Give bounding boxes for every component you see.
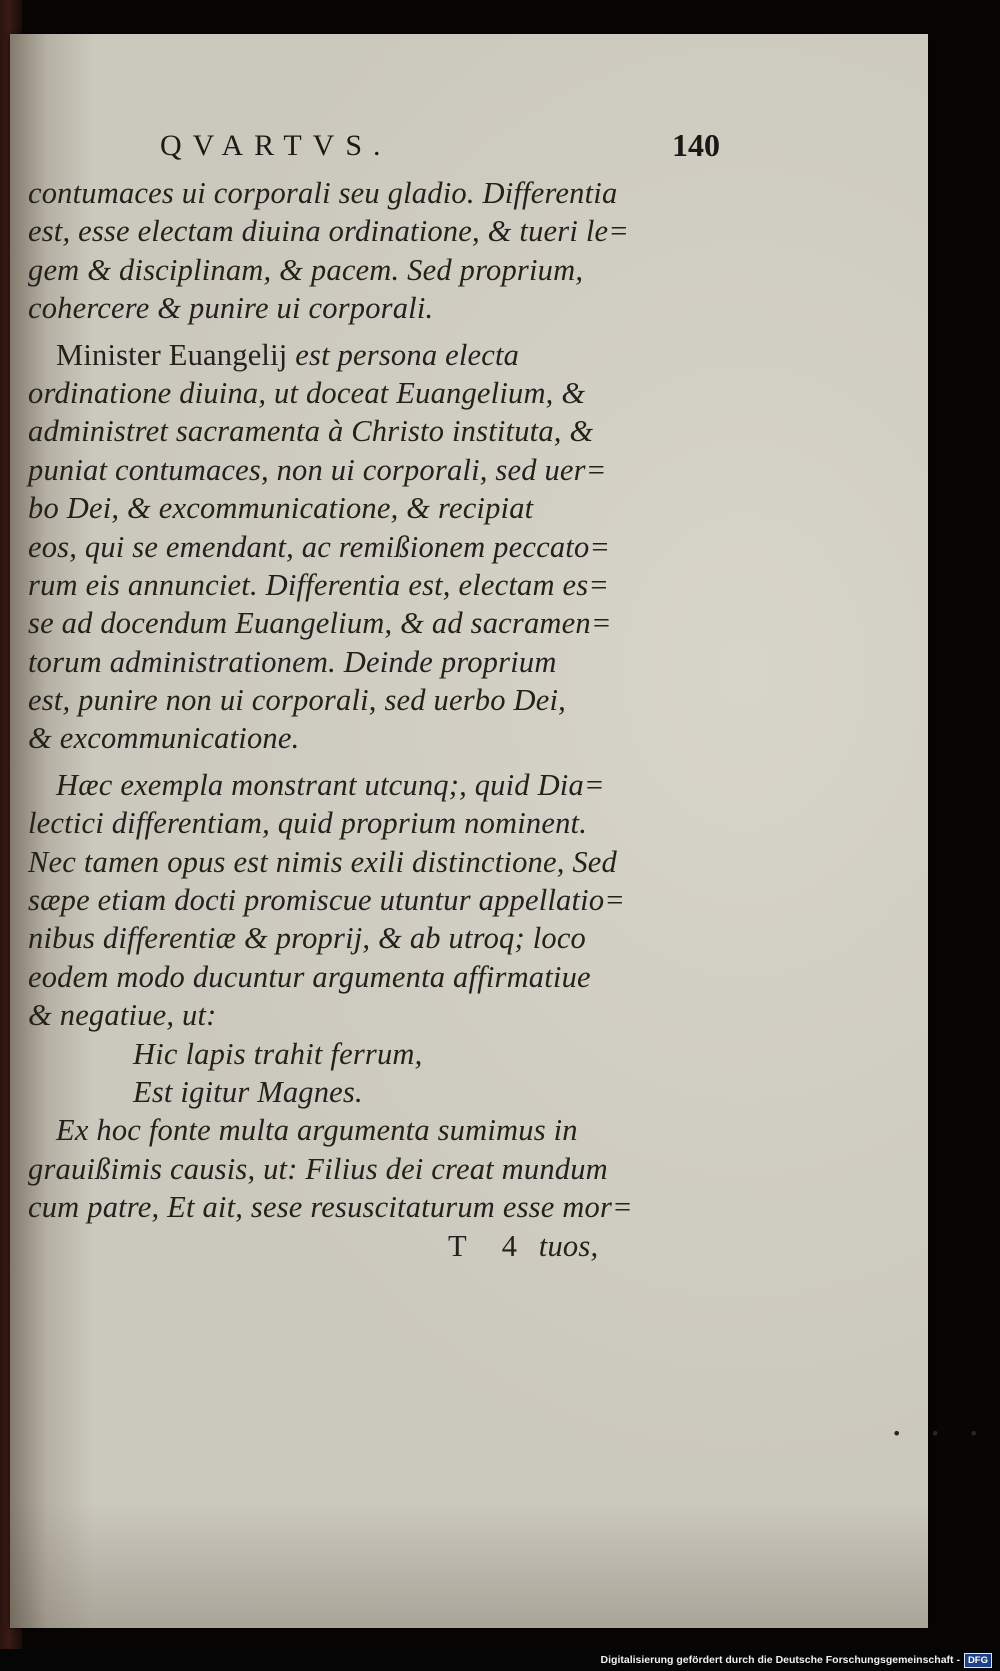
digitization-footer xyxy=(0,1649,1000,1671)
running-head xyxy=(160,129,720,179)
paragraph-first-line xyxy=(28,336,668,374)
text-line: Nec tamen opus est nimis exili distinctione, Sed xyxy=(28,844,617,879)
book-page xyxy=(10,34,991,1628)
text-line: eodem modo ducuntur argumenta affirmatiue xyxy=(28,959,591,994)
ellipsis-dots: • • • xyxy=(892,1424,991,1443)
text-line: cum patre, Et ait, sese resuscitaturum esse mor= xyxy=(28,1190,633,1225)
catchword: tuos, xyxy=(538,1228,599,1263)
paragraph-first-line: Ex hoc fonte multa argumenta sumimus in xyxy=(56,1113,578,1148)
text-line: eos, qui se emendant, ac remißionem peccato= xyxy=(28,529,611,564)
text-line: & excommunicatione. xyxy=(28,721,300,756)
funding-credit-text: Digitalisierung gefördert durch die Deutsche Forschungsgemeinschaft - xyxy=(600,1654,960,1666)
text-line: est, punire non ui corporali, sed uerbo Dei, xyxy=(28,683,566,718)
dfg-logo: DFG xyxy=(964,1653,992,1668)
running-title: QVARTVS. xyxy=(160,129,392,162)
funding-credit xyxy=(601,1653,992,1668)
signature-mark: T 4 xyxy=(448,1228,531,1263)
verse-line: Est igitur Magnes. xyxy=(133,1074,363,1109)
text-line: ordinatione diuina, ut doceat Euangelium, & xyxy=(28,375,586,410)
text-line: puniat contumaces, non ui corporali, sed uer= xyxy=(28,452,607,487)
lead-term: Minister Euangelij xyxy=(56,337,288,372)
lead-rest: est persona electa xyxy=(287,337,520,372)
page-content xyxy=(10,34,991,1628)
page-number: 140 xyxy=(672,127,720,163)
text-line: bo Dei, & excommunicatione, & recipiat xyxy=(28,491,534,526)
text-line: lectici differentiam, quid proprium nominent. xyxy=(28,806,588,841)
paragraph-gap xyxy=(28,328,668,336)
body-text xyxy=(28,174,668,1265)
text-line: grauißimis causis, ut: Filius dei creat mundum xyxy=(28,1151,608,1186)
text-line: cohercere & punire ui corporali. xyxy=(28,291,434,326)
text-line: nibus differentiæ & proprij, & ab utroq; loco xyxy=(28,921,586,956)
text-line: contumaces ui corporali seu gladio. Differentia xyxy=(28,176,618,210)
text-line: torum administrationem. Deinde proprium xyxy=(28,644,557,679)
signature-line xyxy=(28,1227,668,1265)
text-line: rum eis annunciet. Differentia est, electam es= xyxy=(28,567,610,602)
paragraph-first-line: Hæc exempla monstrant utcunq;, quid Dia= xyxy=(56,767,605,802)
paragraph-gap xyxy=(28,758,668,766)
text-line: se ad docendum Euangelium, & ad sacramen= xyxy=(28,606,612,641)
verse-line: Hic lapis trahit ferrum, xyxy=(133,1036,423,1071)
text-line: gem & disciplinam, & pacem. Sed proprium, xyxy=(28,252,584,287)
text-line: est, esse electam diuina ordinatione, & tueri le= xyxy=(28,214,630,249)
text-line: sæpe etiam docti promiscue utuntur appellatio= xyxy=(28,883,626,918)
text-line: & negatiue, ut: xyxy=(28,998,217,1033)
text-line: administret sacramenta à Christo instituta, & xyxy=(28,414,594,449)
